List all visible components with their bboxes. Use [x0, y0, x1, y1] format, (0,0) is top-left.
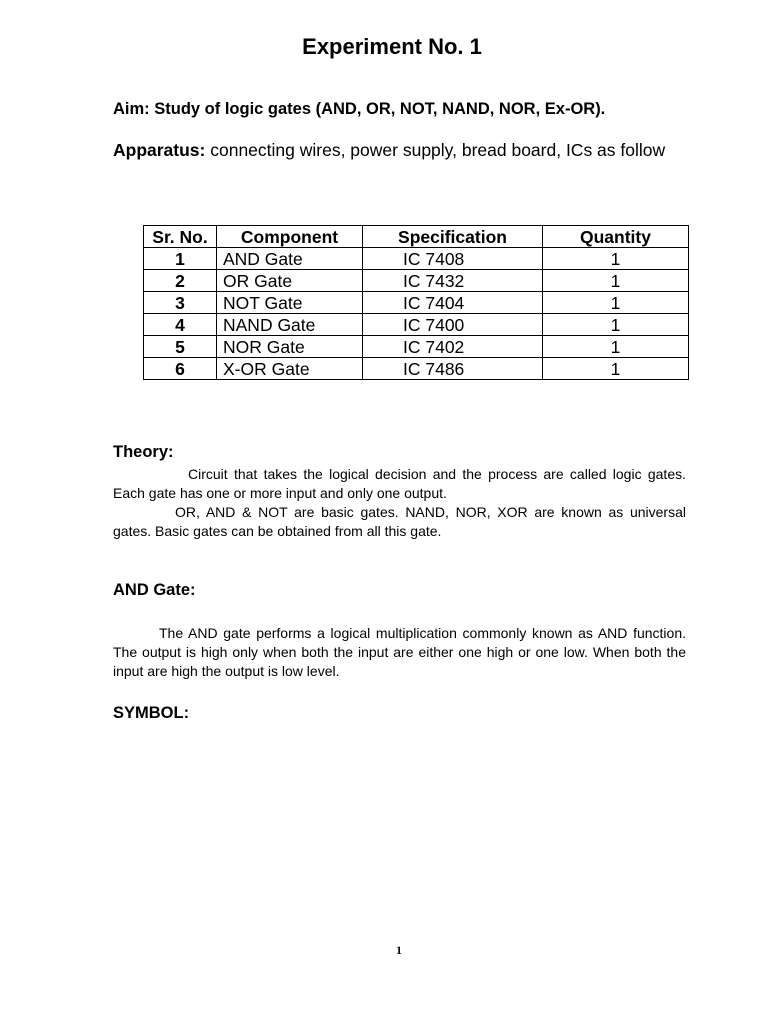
page-number: 1 — [396, 943, 402, 957]
table-row — [144, 336, 689, 358]
cell-sr-no: 1 — [144, 248, 217, 270]
header-quantity: Quantity — [543, 226, 689, 248]
and-gate-heading: AND Gate: — [113, 581, 196, 599]
apparatus-section — [113, 140, 673, 161]
page-title: Experiment No. 1 — [302, 34, 482, 59]
cell-quantity: 1 — [543, 336, 689, 358]
cell-component: OR Gate — [217, 270, 363, 292]
aim-statement: Aim: Study of logic gates (AND, OR, NOT, NAND, NOR, Ex-OR). — [113, 100, 606, 118]
cell-sr-no: 5 — [144, 336, 217, 358]
header-sr-no: Sr. No. — [144, 226, 217, 248]
cell-specification: IC 7400 — [363, 314, 543, 336]
cell-specification: IC 7402 — [363, 336, 543, 358]
cell-specification: IC 7432 — [363, 270, 543, 292]
cell-specification: IC 7408 — [363, 248, 543, 270]
theory-text — [113, 465, 686, 541]
and-gate-paragraph: The AND gate performs a logical multiplication commonly known as AND function. The output is high only when both the input are either one high or one low. When both the input are high the output is low level. — [113, 625, 686, 679]
theory-paragraph-1: Circuit that takes the logical decision and the process are called logic gates. Each gate has one or more input and only one output. — [113, 466, 686, 501]
cell-quantity: 1 — [543, 248, 689, 270]
cell-component: X-OR Gate — [217, 358, 363, 380]
and-gate-text — [113, 624, 686, 681]
theory-paragraph-2: OR, AND & NOT are basic gates. NAND, NOR, XOR are known as universal gates. Basic gates can be obtained from all this gate. — [113, 504, 686, 539]
cell-component: AND Gate — [217, 248, 363, 270]
apparatus-label: Apparatus: — [113, 140, 206, 160]
table-row — [144, 248, 689, 270]
table-row — [144, 270, 689, 292]
cell-quantity: 1 — [543, 292, 689, 314]
symbol-heading: SYMBOL: — [113, 704, 190, 722]
cell-specification: IC 7404 — [363, 292, 543, 314]
cell-quantity: 1 — [543, 314, 689, 336]
cell-component: NAND Gate — [217, 314, 363, 336]
cell-sr-no: 6 — [144, 358, 217, 380]
apparatus-text: connecting wires, power supply, bread board, ICs as follow — [205, 140, 666, 160]
table-header-row — [144, 226, 689, 248]
cell-specification: IC 7486 — [363, 358, 543, 380]
table-row — [144, 292, 689, 314]
header-specification: Specification — [363, 226, 543, 248]
cell-sr-no: 3 — [144, 292, 217, 314]
cell-component: NOT Gate — [217, 292, 363, 314]
table-row — [144, 314, 689, 336]
header-component: Component — [217, 226, 363, 248]
theory-heading: Theory: — [113, 443, 174, 461]
cell-component: NOR Gate — [217, 336, 363, 358]
cell-quantity: 1 — [543, 270, 689, 292]
components-table — [143, 225, 689, 380]
cell-sr-no: 4 — [144, 314, 217, 336]
table-row — [144, 358, 689, 380]
cell-sr-no: 2 — [144, 270, 217, 292]
cell-quantity: 1 — [543, 358, 689, 380]
